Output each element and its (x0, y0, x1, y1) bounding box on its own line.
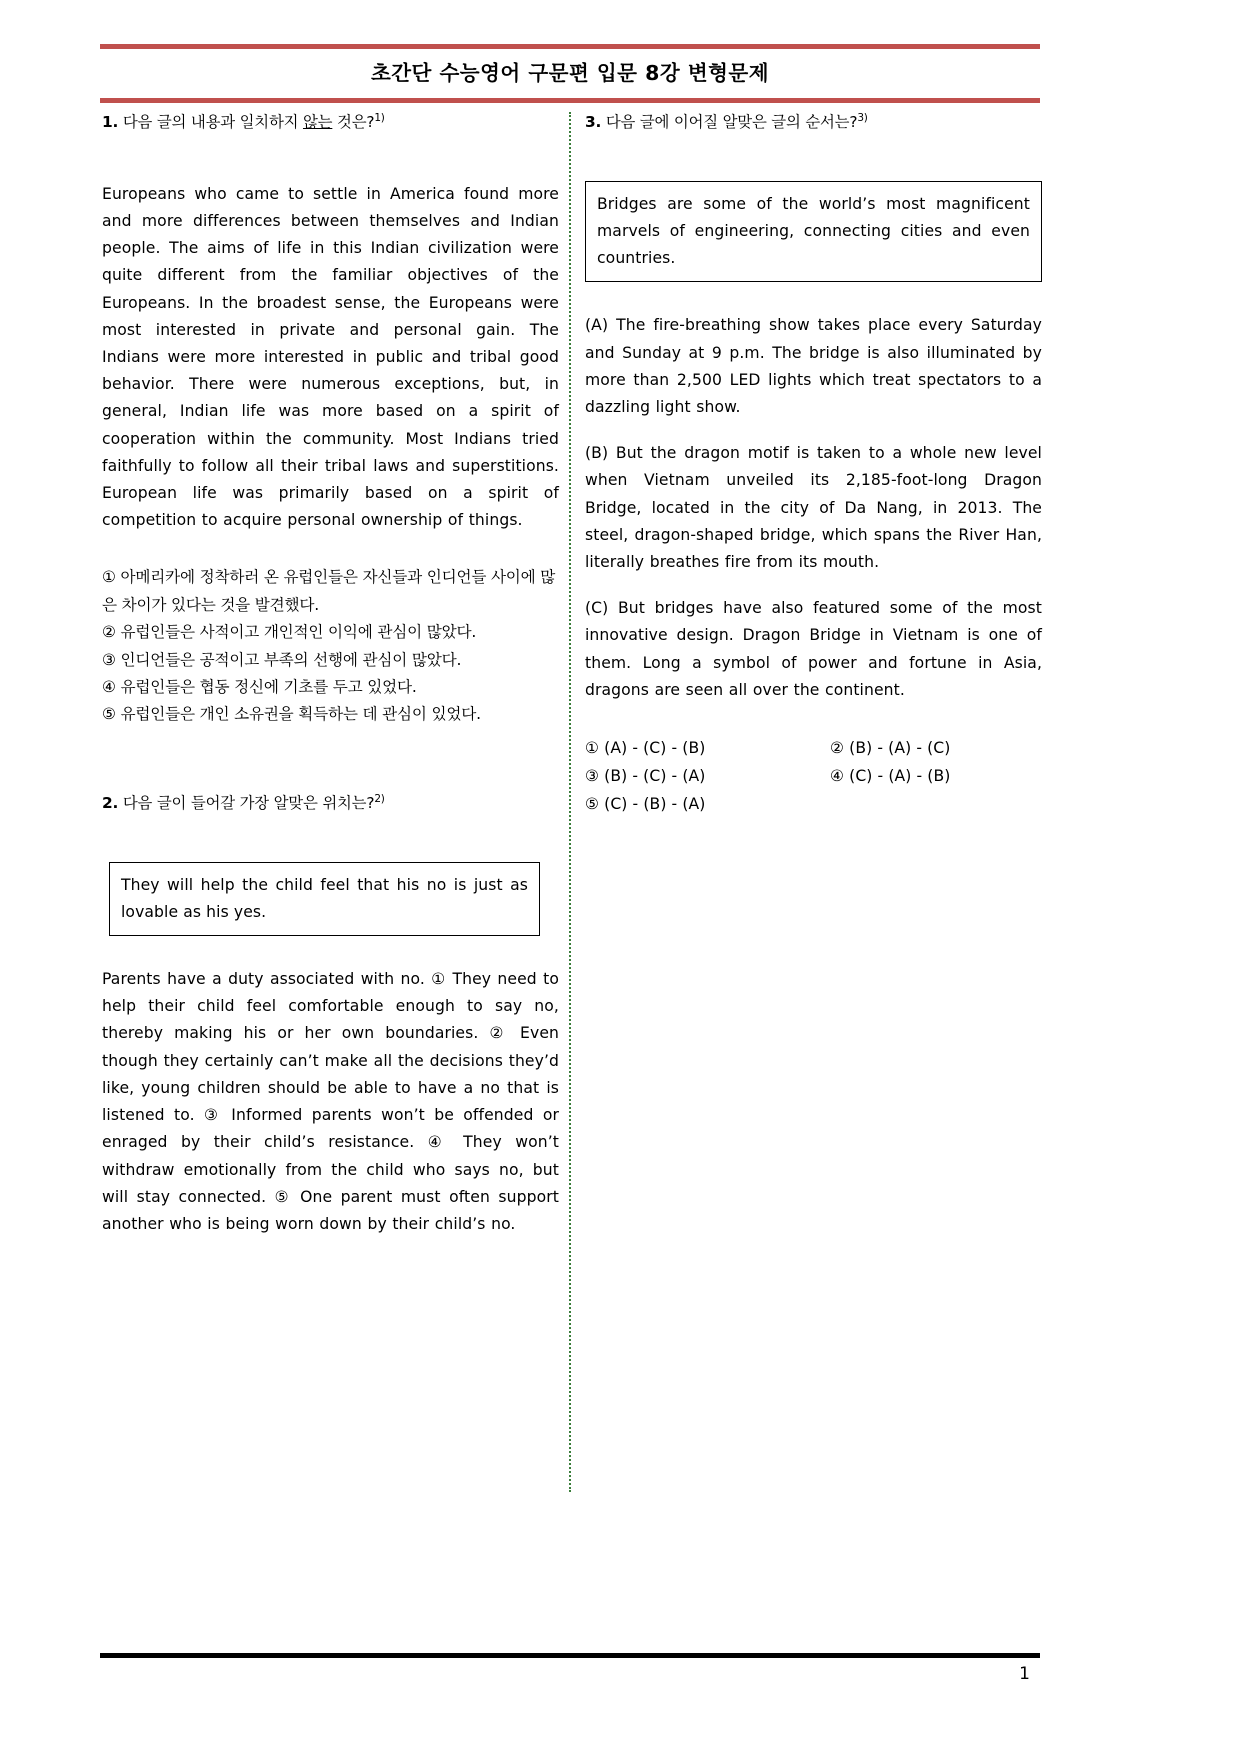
column-divider (569, 112, 571, 1492)
question-3-choices (585, 734, 1042, 818)
question-2-quote-box (109, 862, 540, 936)
page-number: 1 (1019, 1664, 1030, 1684)
question-3-footnote-marker: 3) (857, 111, 868, 124)
choice-item[interactable]: ④ (C) - (A) - (B) (830, 767, 951, 786)
left-column (102, 112, 559, 1238)
header-rule-bottom (100, 98, 1040, 103)
question-3-text: 다음 글에 이어질 알맞은 글의 순서는? (605, 113, 858, 131)
question-3-quote-box (585, 181, 1042, 283)
choice-item[interactable]: ③ 인디언들은 공적이고 부족의 선행에 관심이 많았다. (102, 650, 462, 669)
page-title: 초간단 수능영어 구문편 입문 8강 변형문제 (370, 61, 770, 85)
question-3-boxed-text: Bridges are some of the world’s most magnificent marvels of engineering, connecting cities and even countries. (597, 194, 1030, 268)
question-1-number: 1. (102, 113, 119, 131)
question-3-paragraph-c: (C) But bridges have also featured some of the most innovative design. Dragon Bridge in Vietnam is one of them. Long a symbol of power and fortune in Asia, dragons are seen all over the continent. (585, 599, 1042, 699)
choice-item[interactable]: ① (A) - (C) - (B) (585, 739, 706, 758)
choice-item[interactable]: ⑤ 유럽인들은 개인 소유권을 획득하는 데 관심이 있었다. (102, 705, 481, 724)
choice-item[interactable]: ⑤ (C) - (B) - (A) (585, 795, 706, 814)
question-1-passage: Europeans who came to settle in America found more and more differences between themselves and Indian people. The aims of life in this Indian civilization were quite different from the familiar objectives of the Europeans. In the broadest sense, the Europeans were most interested in private and personal gain. The Indians were more interested in public and tribal good behavior. There were numerous exceptions, but, in general, Indian life was more based on a spirit of cooperation within the community. Most Indians tried faithfully to follow all their tribal laws and superstitions. European life was primarily based on a spirit of competition to acquire personal ownership of things. (102, 184, 559, 530)
header-rule-top (100, 44, 1040, 49)
question-2-heading (102, 793, 559, 814)
question-2-footnote-marker: 2) (374, 792, 385, 805)
choice-item[interactable]: ① 아메리카에 정착하러 온 유럽인들은 자신들과 인디언들 사이에 많은 차이가 있다는 것을 발견했다. (102, 568, 556, 614)
question-1-heading (102, 112, 559, 133)
question-1-footnote-marker: 1) (374, 111, 385, 124)
choice-item[interactable]: ④ 유럽인들은 협동 정신에 기초를 두고 있었다. (102, 678, 417, 697)
question-2-number: 2. (102, 793, 119, 812)
question-3-paragraph-a: (A) The fire-breathing show takes place every Saturday and Sunday at 9 p.m. The bridge is also illuminated by more than 2,500 LED lights which treat spectators to a dazzling light show. (585, 316, 1042, 417)
choice-item[interactable]: ② (B) - (A) - (C) (830, 739, 951, 758)
question-3-number: 3. (585, 113, 602, 131)
question-1-text-after: 것은? (332, 113, 375, 131)
footer-rule (100, 1653, 1040, 1658)
question-3-heading (585, 112, 1042, 133)
question-1-choices (102, 564, 559, 728)
choice-spacer (830, 790, 1042, 818)
question-2-text: 다음 글이 들어갈 가장 알맞은 위치는? (122, 793, 375, 812)
choice-item[interactable]: ③ (B) - (C) - (A) (585, 767, 706, 786)
choice-item[interactable]: ② 유럽인들은 사적이고 개인적인 이익에 관심이 많았다. (102, 623, 477, 642)
question-3-paragraph-b: (B) But the dragon motif is taken to a whole new level when Vietnam unveiled its 2,185-foot-long Dragon Bridge, located in the city of Da Nang, in 2013. The steel, dragon-shaped bridge, which spans the River Han, literally breathes fire from its mouth. (585, 444, 1042, 572)
question-2-passage: Parents have a duty associated with no. ① They need to help their child feel comfortable enough to say no, thereby making his or her own boundaries. ② Even though they certainly can’t make all the decisions they’d like, young children should be able to have a no that is listened to. ③ Informed parents won’t be offended or enraged by their child’s resistance. ④ They won’t withdraw emotionally from the child who says no, but will stay connected. ⑤ One parent must often support another who is being worn down by their child’s no. (102, 970, 559, 1233)
right-column (585, 112, 1042, 818)
question-1-text-before: 다음 글의 내용과 일치하지 (122, 113, 303, 131)
question-2-boxed-text: They will help the child feel that his no is just as lovable as his yes. (121, 875, 528, 921)
question-1-underlined: 않는 (302, 113, 333, 131)
